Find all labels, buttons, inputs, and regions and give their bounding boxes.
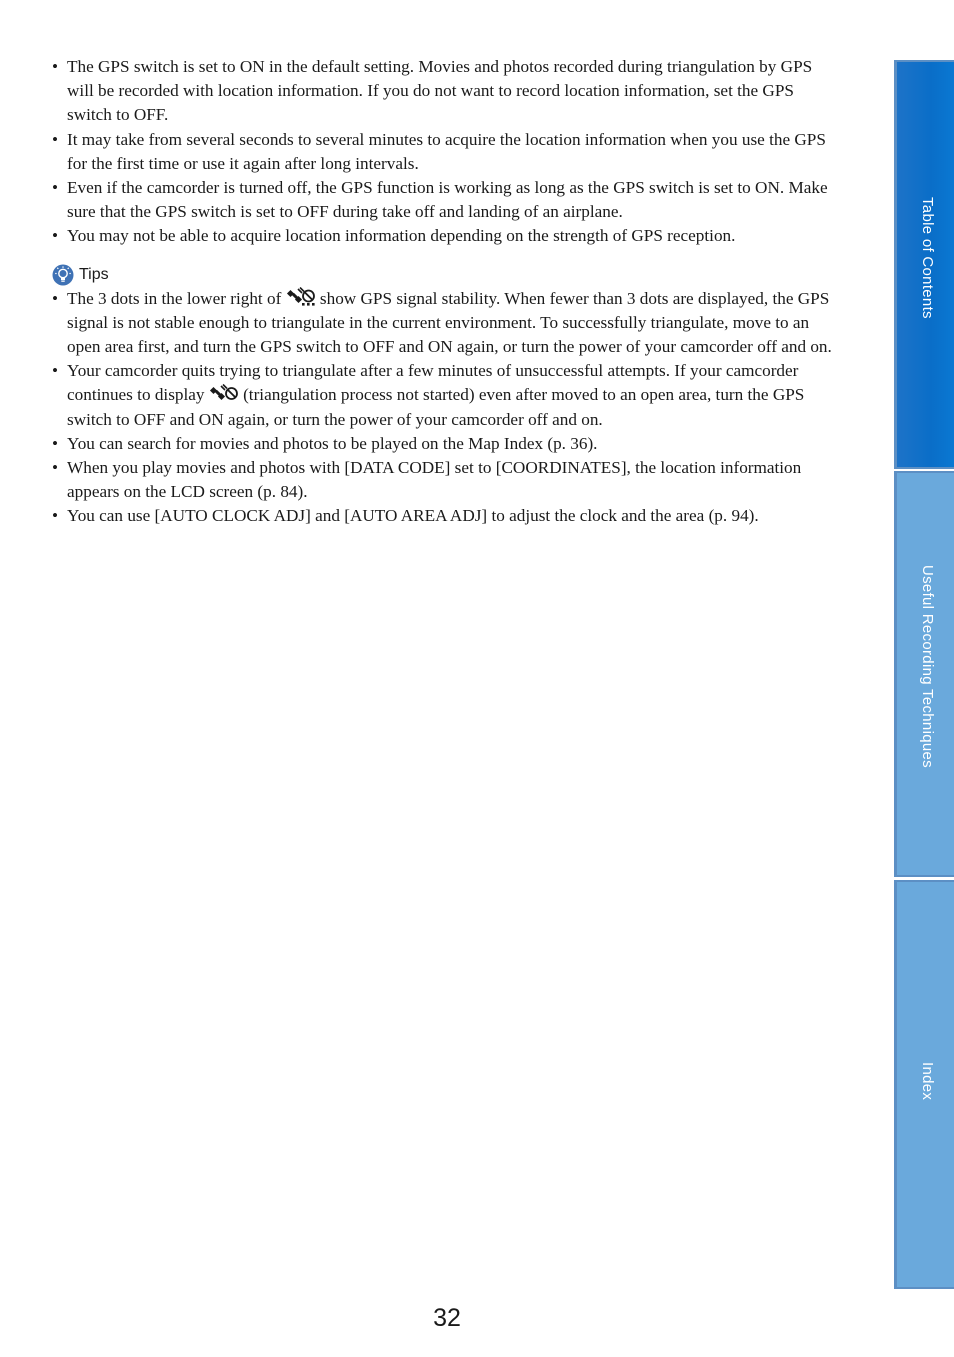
list-item: • You can search for movies and photos to be played on the Map Index (p. 36). (52, 433, 598, 453)
list-item: • The GPS switch is set to ON in the default setting. Movies and photos recorded during triangulation by GPS will be recorded with location information. If you do not want to record location information, set the GPS switch to OFF. (52, 57, 813, 125)
note-text: The GPS switch is set to ON in the default setting. Movies and photos recorded during triangulation by GPS will be recorded with location information. If you do not want to record location information, set the GPS switch to OFF. (67, 57, 813, 125)
tip-text: When you play movies and photos with [DATA CODE] set to [COORDINATES], the location information appears on the LCD screen (p. 84). (67, 458, 802, 502)
list-item: • When you play movies and photos with [DATA CODE] set to [COORDINATES], the location information appears on the LCD screen (p. 84). (52, 458, 802, 502)
tip-text-before: Your camcorder quits trying to triangulate after a few minutes of unsuccessful attempts. If your camcorder continues to display (67, 361, 799, 405)
tips-heading (50, 263, 842, 287)
page-number: 32 (433, 1304, 461, 1332)
tab-label: Index (919, 1062, 936, 1101)
note-text: You may not be able to acquire location information depending on the strength of GPS reception. (67, 226, 736, 246)
tip-text: You can use [AUTO CLOCK ADJ] and [AUTO AREA ADJ] to adjust the clock and the area (p. 94). (67, 506, 759, 526)
tips-list (50, 287, 842, 529)
note-text: Even if the camcorder is turned off, the GPS function is working as long as the GPS switch is set to ON. Make sure that the GPS switch is set to OFF during take off and landing of an airplane. (67, 178, 828, 222)
lightbulb-icon (52, 264, 74, 286)
tip-text-before: The 3 dots in the lower right of (67, 288, 286, 308)
note-text: It may take from several seconds to several minutes to acquire the location information when you use the GPS for the first time or use it again after long intervals. (67, 129, 826, 173)
tip-text-after: (triangulation process not started) even after moved to an open area, turn the GPS switch to OFF and ON again, or turn the power of your camcorder off and on. (67, 385, 805, 429)
tab-table-of-contents[interactable] (894, 60, 954, 469)
tab-useful-recording-techniques[interactable] (894, 471, 954, 877)
list-item: • Even if the camcorder is turned off, the GPS function is working as long as the GPS switch is set to ON. Make sure that the GPS switch is set to OFF during take off and landing of an airplane. (52, 178, 828, 222)
gps-not-started-icon (209, 383, 239, 403)
tip-text-after: show GPS signal stability. When fewer than 3 dots are displayed, the GPS signal is not stable enough to triangulate in the current environment. To successfully triangulate, move to an open area first, and turn the GPS switch to OFF and ON again, or turn the power of your camcorder off and on. (67, 288, 832, 357)
gps-searching-icon (286, 287, 316, 307)
tip-text: You can search for movies and photos to be played on the Map Index (p. 36). (67, 433, 598, 453)
tab-label: Useful Recording Techniques (919, 565, 936, 768)
list-item: • The 3 dots in the lower right of show GPS signal stability. When fewer than 3 dots are displayed, the GPS signal is not stable enough to triangulate in the current environment. To successfully triangulate, move to an open area first, and turn the GPS switch to OFF and ON again, or turn the power of your camcorder off and on. (52, 288, 832, 357)
list-item: • You may not be able to acquire location information depending on the strength of GPS reception. (52, 226, 736, 246)
list-item: • Your camcorder quits trying to triangulate after a few minutes of unsuccessful attempts. If your camcorder continues to display (triangulation process not started) even after moved to an open area, turn the GPS switch to OFF and ON again, or turn the power of your camcorder off and on. (52, 361, 805, 429)
list-item: • It may take from several seconds to several minutes to acquire the location information when you use the GPS for the first time or use it again after long intervals. (52, 129, 826, 173)
tab-label: Table of Contents (919, 197, 936, 319)
tab-index[interactable] (894, 880, 954, 1289)
tips-heading-text: Tips (79, 265, 109, 283)
list-item: • You can use [AUTO CLOCK ADJ] and [AUTO AREA ADJ] to adjust the clock and the area (p. 94). (52, 506, 759, 526)
main-content (50, 55, 842, 529)
notes-list (50, 55, 842, 249)
